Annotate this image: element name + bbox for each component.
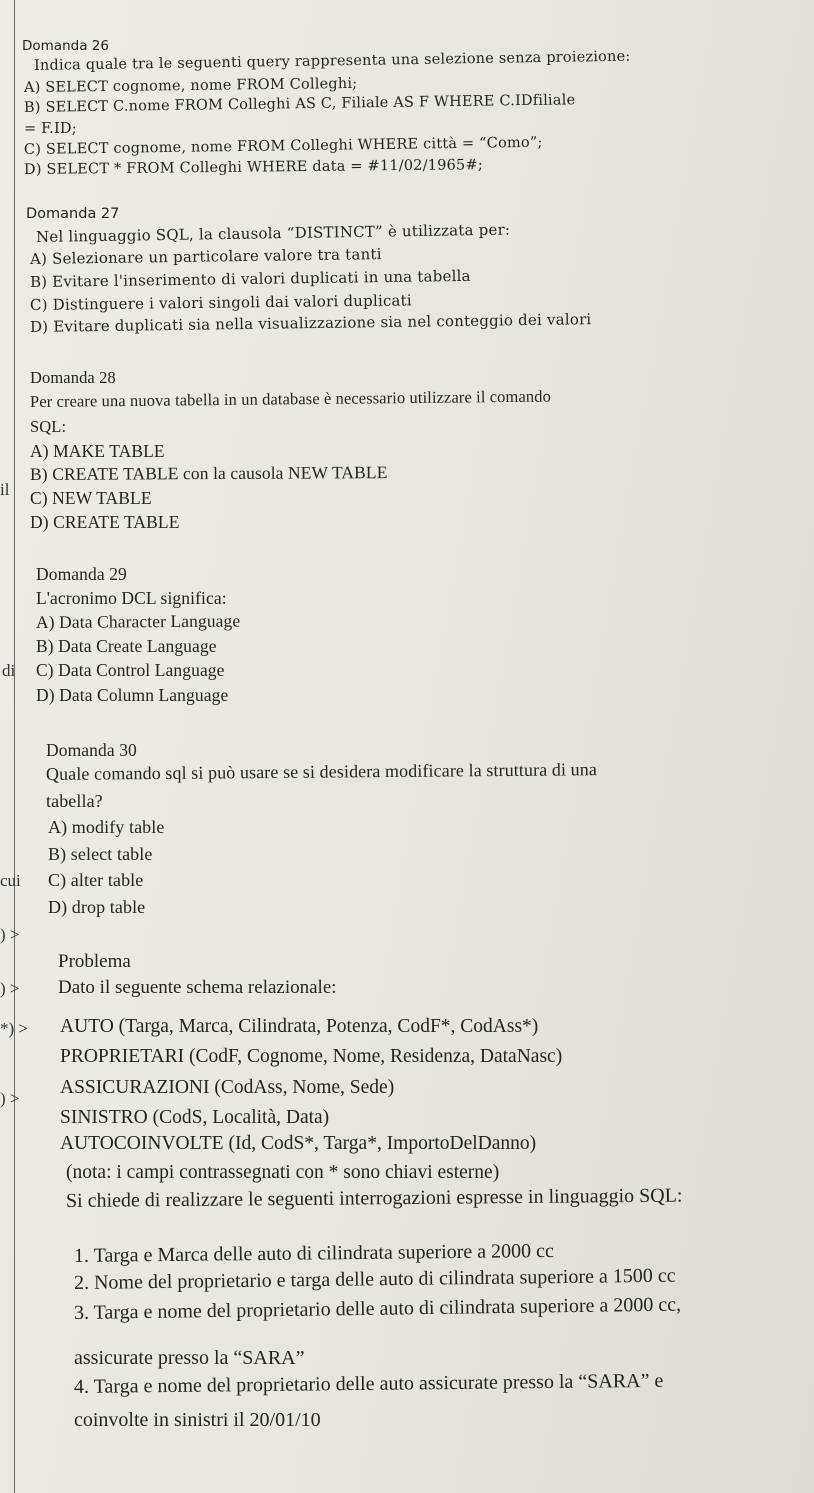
answer-option-c: C) Data Control Language [36, 660, 225, 680]
answer-option-b: B) select table [48, 844, 153, 864]
left-fragment: di [2, 661, 16, 680]
left-fragment: il [0, 480, 10, 499]
question-title: Domanda 29 [36, 564, 127, 584]
left-fragment: *) > [0, 1019, 28, 1038]
schema-note: (nota: i campi contrassegnati con * sono chiavi esterne) [66, 1162, 500, 1183]
question-prompt: Nel linguaggio SQL, la clausola “DISTINCT” è utilizzata per: [35, 220, 511, 246]
answer-option-a: A) SELECT cognome, nome FROM Colleghi; [23, 75, 358, 96]
left-fragment: ) > [0, 1089, 20, 1108]
answer-option-d: D) drop table [48, 897, 146, 917]
answer-option-d: D) SELECT * FROM Colleghi WHERE data = #11/02/1965#; [23, 157, 483, 178]
task-item: 1. Targa e Marca delle auto di cilindrata superiore a 2000 cc [73, 1239, 554, 1267]
answer-option-d: D) CREATE TABLE [30, 512, 180, 532]
answer-option-d: D) Evitare duplicati sia nella visualizzazione sia nel conteggio dei valori [29, 310, 592, 336]
answer-option-c: C) NEW TABLE [30, 488, 152, 508]
question-title: Domanda 27 [26, 206, 120, 222]
answer-option-b: B) SELECT C.nome FROM Colleghi AS C, Filiale AS F WHERE C.IDfiliale [23, 92, 576, 116]
answer-option-d: D) Data Column Language [36, 685, 229, 705]
task-item-continued: coinvolte in sinistri il 20/01/10 [74, 1409, 321, 1431]
left-fragment: ) > [0, 979, 20, 998]
page-margin-line [14, 0, 15, 1493]
question-prompt-continued: SQL: [30, 417, 67, 436]
problem-title: Problema [58, 951, 131, 972]
left-fragment: cui [0, 871, 21, 890]
question-prompt: Per creare una nuova tabella in un database è necessario utilizzare il comando [29, 386, 551, 411]
answer-option-c: C) Distinguere i valori singoli dai valori duplicati [29, 291, 412, 314]
schema-line: AUTOCOINVOLTE (Id, CodS*, Targa*, ImportoDelDanno) [60, 1133, 537, 1154]
answer-option-b: B) Data Create Language [36, 636, 217, 656]
question-prompt: Quale comando sql si può usare se si desidera modificare la struttura di una [45, 759, 598, 784]
answer-option-b: B) Evitare l'inserimento di valori duplicati in una tabella [29, 266, 471, 291]
answer-option-a: A) Data Character Language [35, 610, 241, 632]
question-title: Domanda 26 [22, 38, 109, 54]
schema-line: ASSICURAZIONI (CodAss, Nome, Sede) [60, 1077, 395, 1098]
problem-intro: Dato il seguente schema relazionale: [58, 977, 337, 998]
schema-line: SINISTRO (CodS, Località, Data) [60, 1107, 330, 1128]
schema-line: PROPRIETARI (CodF, Cognome, Nome, Residenza, DataNasc) [60, 1046, 563, 1067]
answer-option-c: C) alter table [48, 870, 144, 890]
question-prompt: L'acronimo DCL significa: [36, 588, 227, 608]
task-item-continued: assicurate presso la “SARA” [74, 1347, 305, 1369]
answer-option-a: A) Selezionare un particolare valore tra tanti [29, 245, 382, 268]
answer-option-c: C) SELECT cognome, nome FROM Colleghi WHERE città = “Como”; [23, 134, 543, 158]
task-item: 2. Nome del proprietario e targa delle auto di cilindrata superiore a 1500 cc [73, 1264, 676, 1294]
question-title: Domanda 30 [46, 740, 137, 760]
answer-option-a: A) MAKE TABLE [30, 441, 165, 461]
answer-option-b: B) CREATE TABLE con la causola NEW TABLE [29, 462, 388, 484]
task-item: 3. Targa e nome del proprietario delle auto di cilindrata superiore a 2000 cc, [73, 1293, 682, 1324]
schema-line: AUTO (Targa, Marca, Cilindrata, Potenza, CodF*, CodAss*) [60, 1016, 539, 1037]
answer-option-b-continued: = F.ID; [24, 121, 77, 137]
left-fragment: ) > [0, 925, 20, 944]
task-item: 4. Targa e nome del proprietario delle auto assicurate presso la “SARA” e [73, 1369, 664, 1398]
question-prompt: Indica quale tra le seguenti query rappresenta una selezione senza proiezione: [33, 48, 631, 74]
question-title: Domanda 28 [30, 368, 116, 387]
question-prompt-continued: tabella? [46, 791, 103, 811]
answer-option-a: A) modify table [48, 817, 165, 837]
problem-request: Si chiede di realizzare le seguenti interrogazioni espresse in linguaggio SQL: [65, 1184, 683, 1212]
